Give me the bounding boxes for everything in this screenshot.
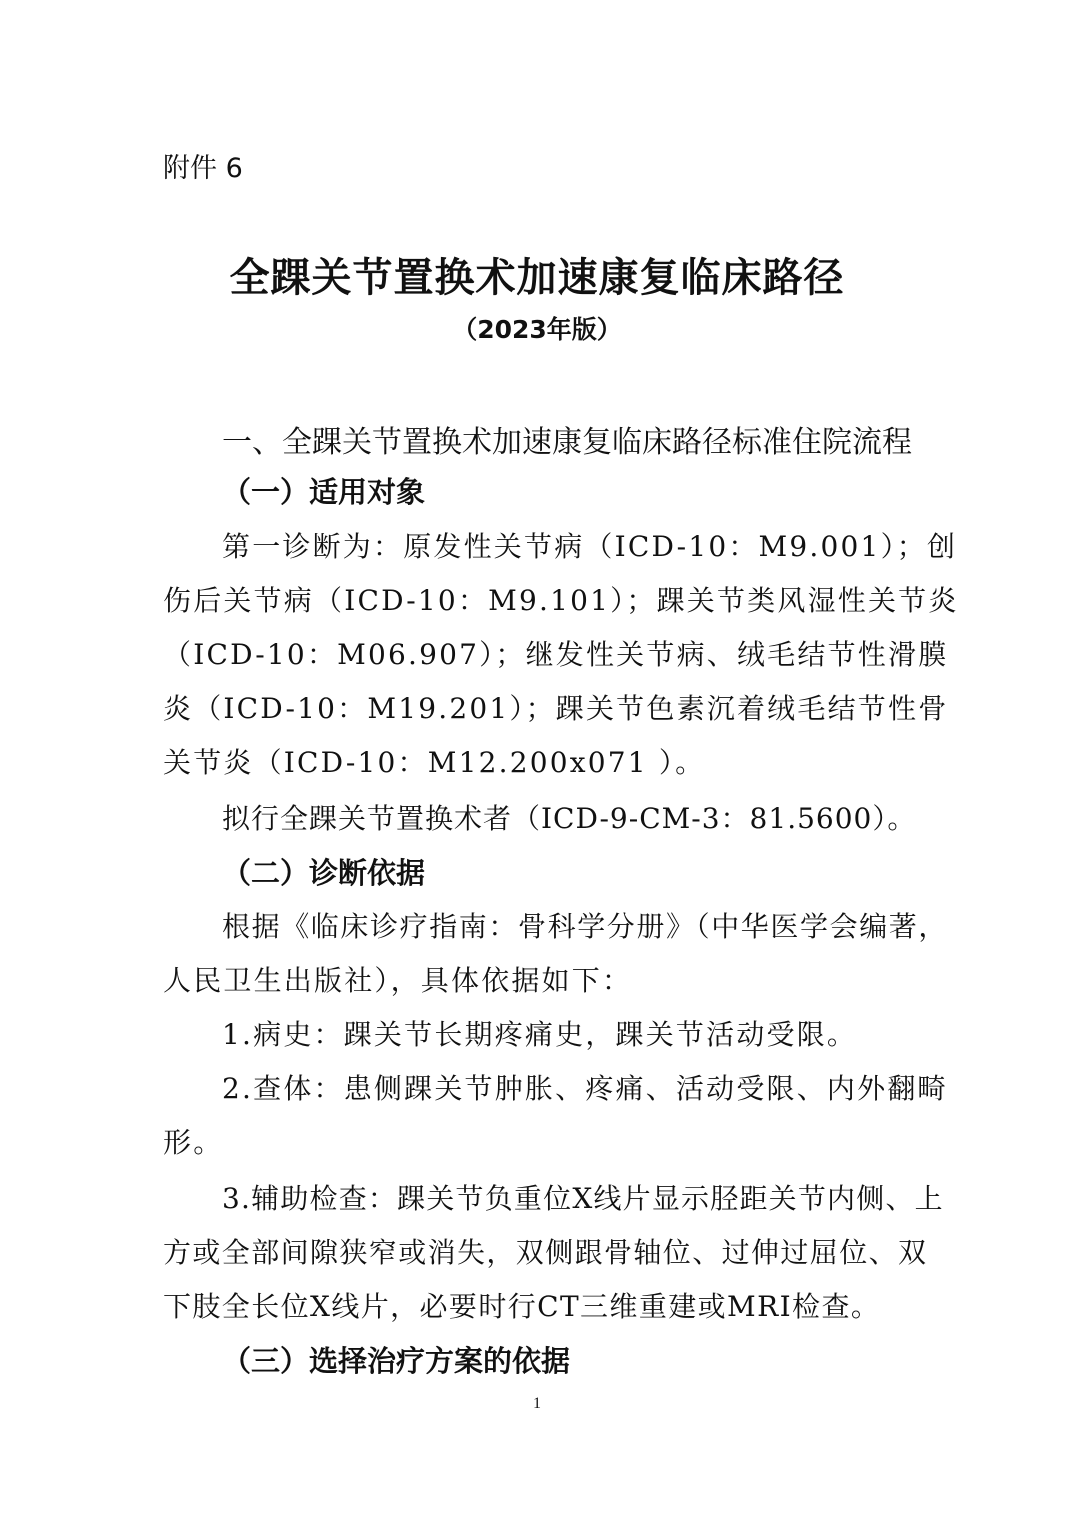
list-item: 3.辅助检查：踝关节负重位X线片显示胫距关节内侧、上 xyxy=(222,1182,944,1215)
page-number: 1 xyxy=(533,1395,541,1412)
document-title: 全踝关节置换术加速康复临床路径 xyxy=(229,255,845,301)
paragraph-line: 人民卫生出版社），具体依据如下： xyxy=(163,964,633,997)
list-item: 2.查体：患侧踝关节肿胀、疼痛、活动受限、内外翻畸 xyxy=(222,1072,948,1105)
paragraph-line: 关节炎（ICD-10：M12.200x071 ）。 xyxy=(163,746,706,779)
list-item-continuation: 下肢全长位X线片，必要时行CT三维重建或MRI检查。 xyxy=(163,1290,881,1323)
paragraph-line: 第一诊断为：原发性关节病（ICD-10：M9.001）；创 xyxy=(222,530,958,563)
subsection-heading-treatment-basis: （三）选择治疗方案的依据 xyxy=(222,1344,571,1378)
list-item-continuation: 形。 xyxy=(163,1126,224,1159)
paragraph-line: 伤后关节病（ICD-10：M9.101）；踝关节类风湿性关节炎 xyxy=(163,584,959,617)
list-item: 1.病史：踝关节长期疼痛史，踝关节活动受限。 xyxy=(222,1018,858,1051)
paragraph-line: 炎（ICD-10：M19.201）；踝关节色素沉着绒毛结节性骨 xyxy=(163,692,949,725)
subsection-heading-applicable-objects: （一）适用对象 xyxy=(222,475,426,509)
attachment-label: 附件 6 xyxy=(163,153,243,184)
subsection-heading-diagnosis: （二）诊断依据 xyxy=(222,856,426,890)
list-item-continuation: 方或全部间隙狭窄或消失，双侧跟骨轴位、过伸过屈位、双 xyxy=(163,1236,928,1269)
paragraph-line: 根据《临床诊疗指南：骨科学分册》（中华医学会编著， xyxy=(222,910,949,943)
section-heading-1: 一、全踝关节置换术加速康复临床路径标准住院流程 xyxy=(222,425,912,460)
paragraph-line: （ICD-10：M06.907）；继发性关节病、绒毛结节性滑膜 xyxy=(163,638,949,671)
paragraph-line: 拟行全踝关节置换术者（ICD-9-CM-3：81.5600）。 xyxy=(222,802,917,835)
document-subtitle: （2023年版） xyxy=(452,315,622,344)
